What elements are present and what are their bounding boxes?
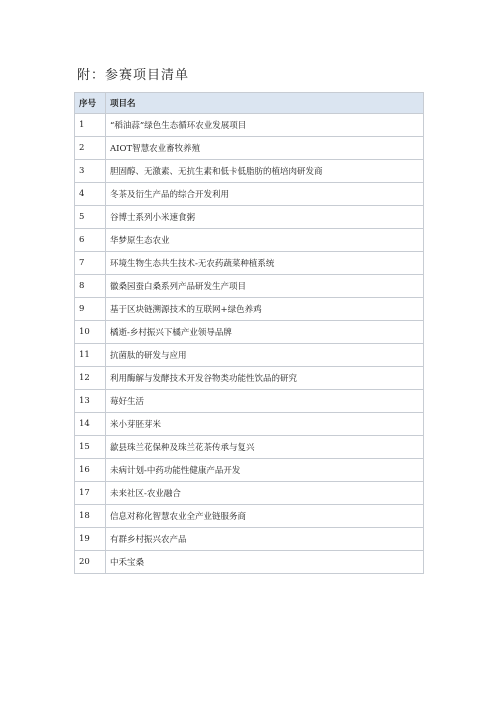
row-number: 4 [75,183,106,206]
project-name: AIOT智慧农业畜牧养殖 [106,137,424,160]
table-row [75,160,424,183]
project-name: 抗菌肽的研发与应用 [106,344,424,367]
table-row [75,459,424,482]
table-row [75,183,424,206]
table-row [75,275,424,298]
row-number: 14 [75,413,106,436]
column-header-number: 序号 [75,93,106,114]
table-row [75,298,424,321]
row-number: 9 [75,298,106,321]
row-number: 18 [75,505,106,528]
project-name: 橘逝-乡村振兴下橘产业领导品牌 [106,321,424,344]
table-row [75,114,424,137]
row-number: 16 [75,459,106,482]
row-number: 8 [75,275,106,298]
row-number: 13 [75,390,106,413]
table-header-row [75,93,424,114]
row-number: 3 [75,160,106,183]
project-name: 利用酶解与发酵技术开发谷物类功能性饮品的研究 [106,367,424,390]
table-row [75,321,424,344]
row-number: 1 [75,114,106,137]
project-name: 未来社区-农业融合 [106,482,424,505]
project-name: 胆固醇、无激素、无抗生素和低卡低脂肪的植培肉研发商 [106,160,424,183]
project-name: 环境生物生态共生技术-无农药蔬菜种植系统 [106,252,424,275]
project-name: 基于区块链溯源技术的互联网+绿色养鸡 [106,298,424,321]
table-row [75,229,424,252]
project-name: 有群乡村振兴农产品 [106,528,424,551]
project-name: 谷博士系列小米速食粥 [106,206,424,229]
project-name: 未病计划-中药功能性健康产品开发 [106,459,424,482]
project-name: 徽桑园蚕白桑系列产品研发生产项目 [106,275,424,298]
row-number: 17 [75,482,106,505]
row-number: 11 [75,344,106,367]
row-number: 12 [75,367,106,390]
table-body [75,114,424,574]
project-name: 米小芽胚芽米 [106,413,424,436]
table-row [75,390,424,413]
table-row [75,482,424,505]
row-number: 7 [75,252,106,275]
project-list-table [74,92,424,574]
page-title: 附：参赛项目清单 [77,68,190,83]
table-row [75,436,424,459]
table-row [75,413,424,436]
row-number: 5 [75,206,106,229]
project-name: 华梦原生态农业 [106,229,424,252]
column-header-project-name: 项目名 [106,93,424,114]
table-row [75,505,424,528]
table-row [75,528,424,551]
table-row [75,551,424,574]
project-name: 冬茶及衍生产品的综合开发利用 [106,183,424,206]
row-number: 20 [75,551,106,574]
table-row [75,137,424,160]
project-name: 中禾宝桑 [106,551,424,574]
row-number: 10 [75,321,106,344]
project-name: 莓好生活 [106,390,424,413]
project-name: “稻油蒜”绿色生态循环农业发展项目 [106,114,424,137]
row-number: 19 [75,528,106,551]
table-row [75,367,424,390]
table-row [75,344,424,367]
table-row [75,252,424,275]
row-number: 6 [75,229,106,252]
project-name: 信息对称化智慧农业全产业链服务商 [106,505,424,528]
row-number: 2 [75,137,106,160]
project-name: 歙县珠兰花保种及珠兰花茶传承与复兴 [106,436,424,459]
row-number: 15 [75,436,106,459]
table-row [75,206,424,229]
